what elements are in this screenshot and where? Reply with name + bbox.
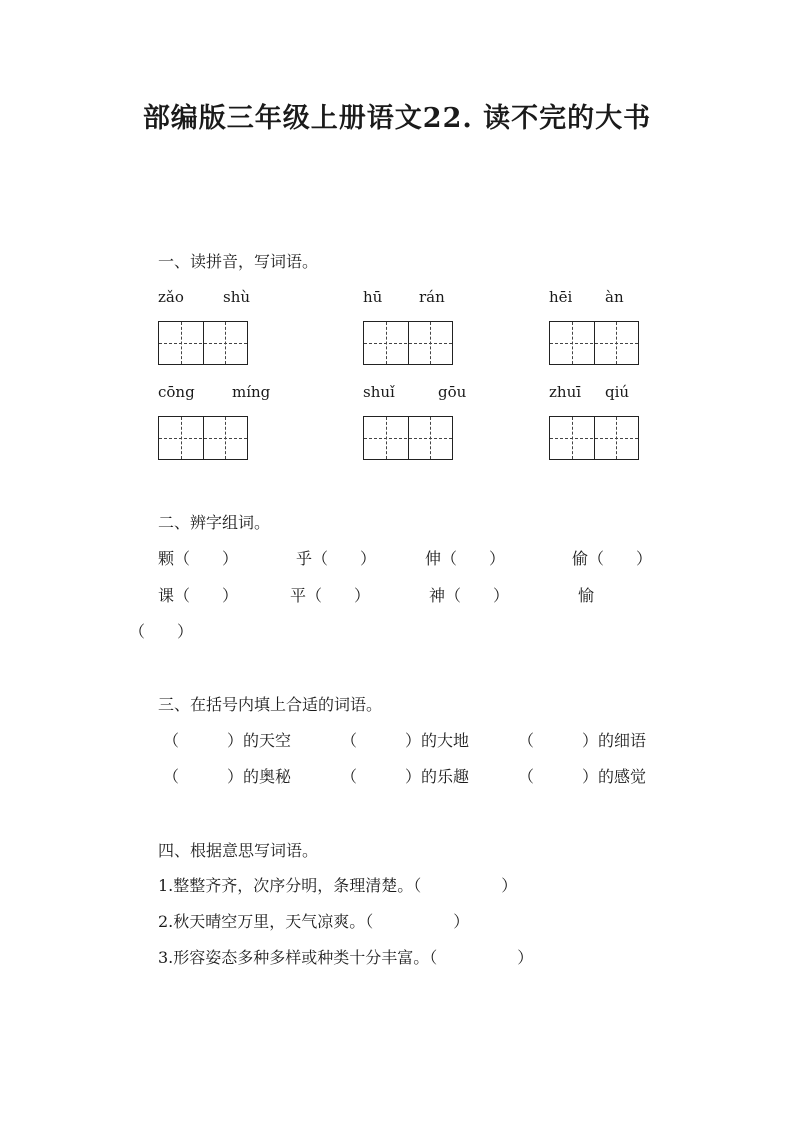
pinyin-5b: gōu <box>438 383 467 401</box>
writing-grid-4[interactable] <box>158 416 248 460</box>
pinyin-4b: míng <box>232 383 271 401</box>
meaning-question[interactable]: 3.形容姿态多种多样或种类十分丰富。（ ） <box>158 948 534 967</box>
fill-phrase-item[interactable]: （ ）的细语 <box>518 731 647 750</box>
fill-phrase-item[interactable]: （ ）的奥秘 <box>163 767 292 786</box>
section1-heading: 一、读拼音，写词语。 <box>158 252 319 271</box>
pinyin-2a: hū <box>363 288 383 306</box>
char-word-item: 愉 <box>578 586 595 605</box>
meaning-question[interactable]: 1.整整齐齐，次序分明，条理清楚。（ ） <box>158 876 518 895</box>
char-word-blank[interactable]: （ ） <box>129 622 194 641</box>
page-title: 部编版三年级上册语文22. 读不完的大书 <box>142 103 652 134</box>
pinyin-2b: rán <box>419 288 445 306</box>
pinyin-3b: àn <box>605 288 624 306</box>
pinyin-5a: shuǐ <box>363 383 395 401</box>
writing-grid-2[interactable] <box>363 321 453 365</box>
fill-phrase-item[interactable]: （ ）的大地 <box>341 731 470 750</box>
section3-heading: 三、在括号内填上合适的词语。 <box>158 695 383 714</box>
writing-grid-3[interactable] <box>549 321 639 365</box>
pinyin-1a: zǎo <box>158 288 184 306</box>
char-word-item[interactable]: 颗（ ） <box>158 549 239 568</box>
meaning-question[interactable]: 2.秋天晴空万里，天气凉爽。（ ） <box>158 912 470 931</box>
pinyin-6b: qiú <box>605 383 630 401</box>
writing-grid-1[interactable] <box>158 321 248 365</box>
char-word-item[interactable]: 偷（ ） <box>572 549 653 568</box>
char-word-item[interactable]: 神（ ） <box>429 586 510 605</box>
char-word-item[interactable]: 平（ ） <box>290 586 371 605</box>
pinyin-6a: zhuī <box>549 383 582 401</box>
fill-phrase-item[interactable]: （ ）的天空 <box>163 731 292 750</box>
section4-heading: 四、根据意思写词语。 <box>158 841 319 860</box>
char-word-item[interactable]: 乎（ ） <box>296 549 377 568</box>
pinyin-3a: hēi <box>549 288 573 306</box>
section2-heading: 二、辨字组词。 <box>158 513 271 532</box>
fill-phrase-item[interactable]: （ ）的乐趣 <box>341 767 470 786</box>
pinyin-1b: shù <box>223 288 251 306</box>
char-word-item[interactable]: 伸（ ） <box>425 549 506 568</box>
fill-phrase-item[interactable]: （ ）的感觉 <box>518 767 647 786</box>
writing-grid-5[interactable] <box>363 416 453 460</box>
char-word-item[interactable]: 课（ ） <box>158 586 239 605</box>
writing-grid-6[interactable] <box>549 416 639 460</box>
pinyin-4a: cōng <box>158 383 195 401</box>
